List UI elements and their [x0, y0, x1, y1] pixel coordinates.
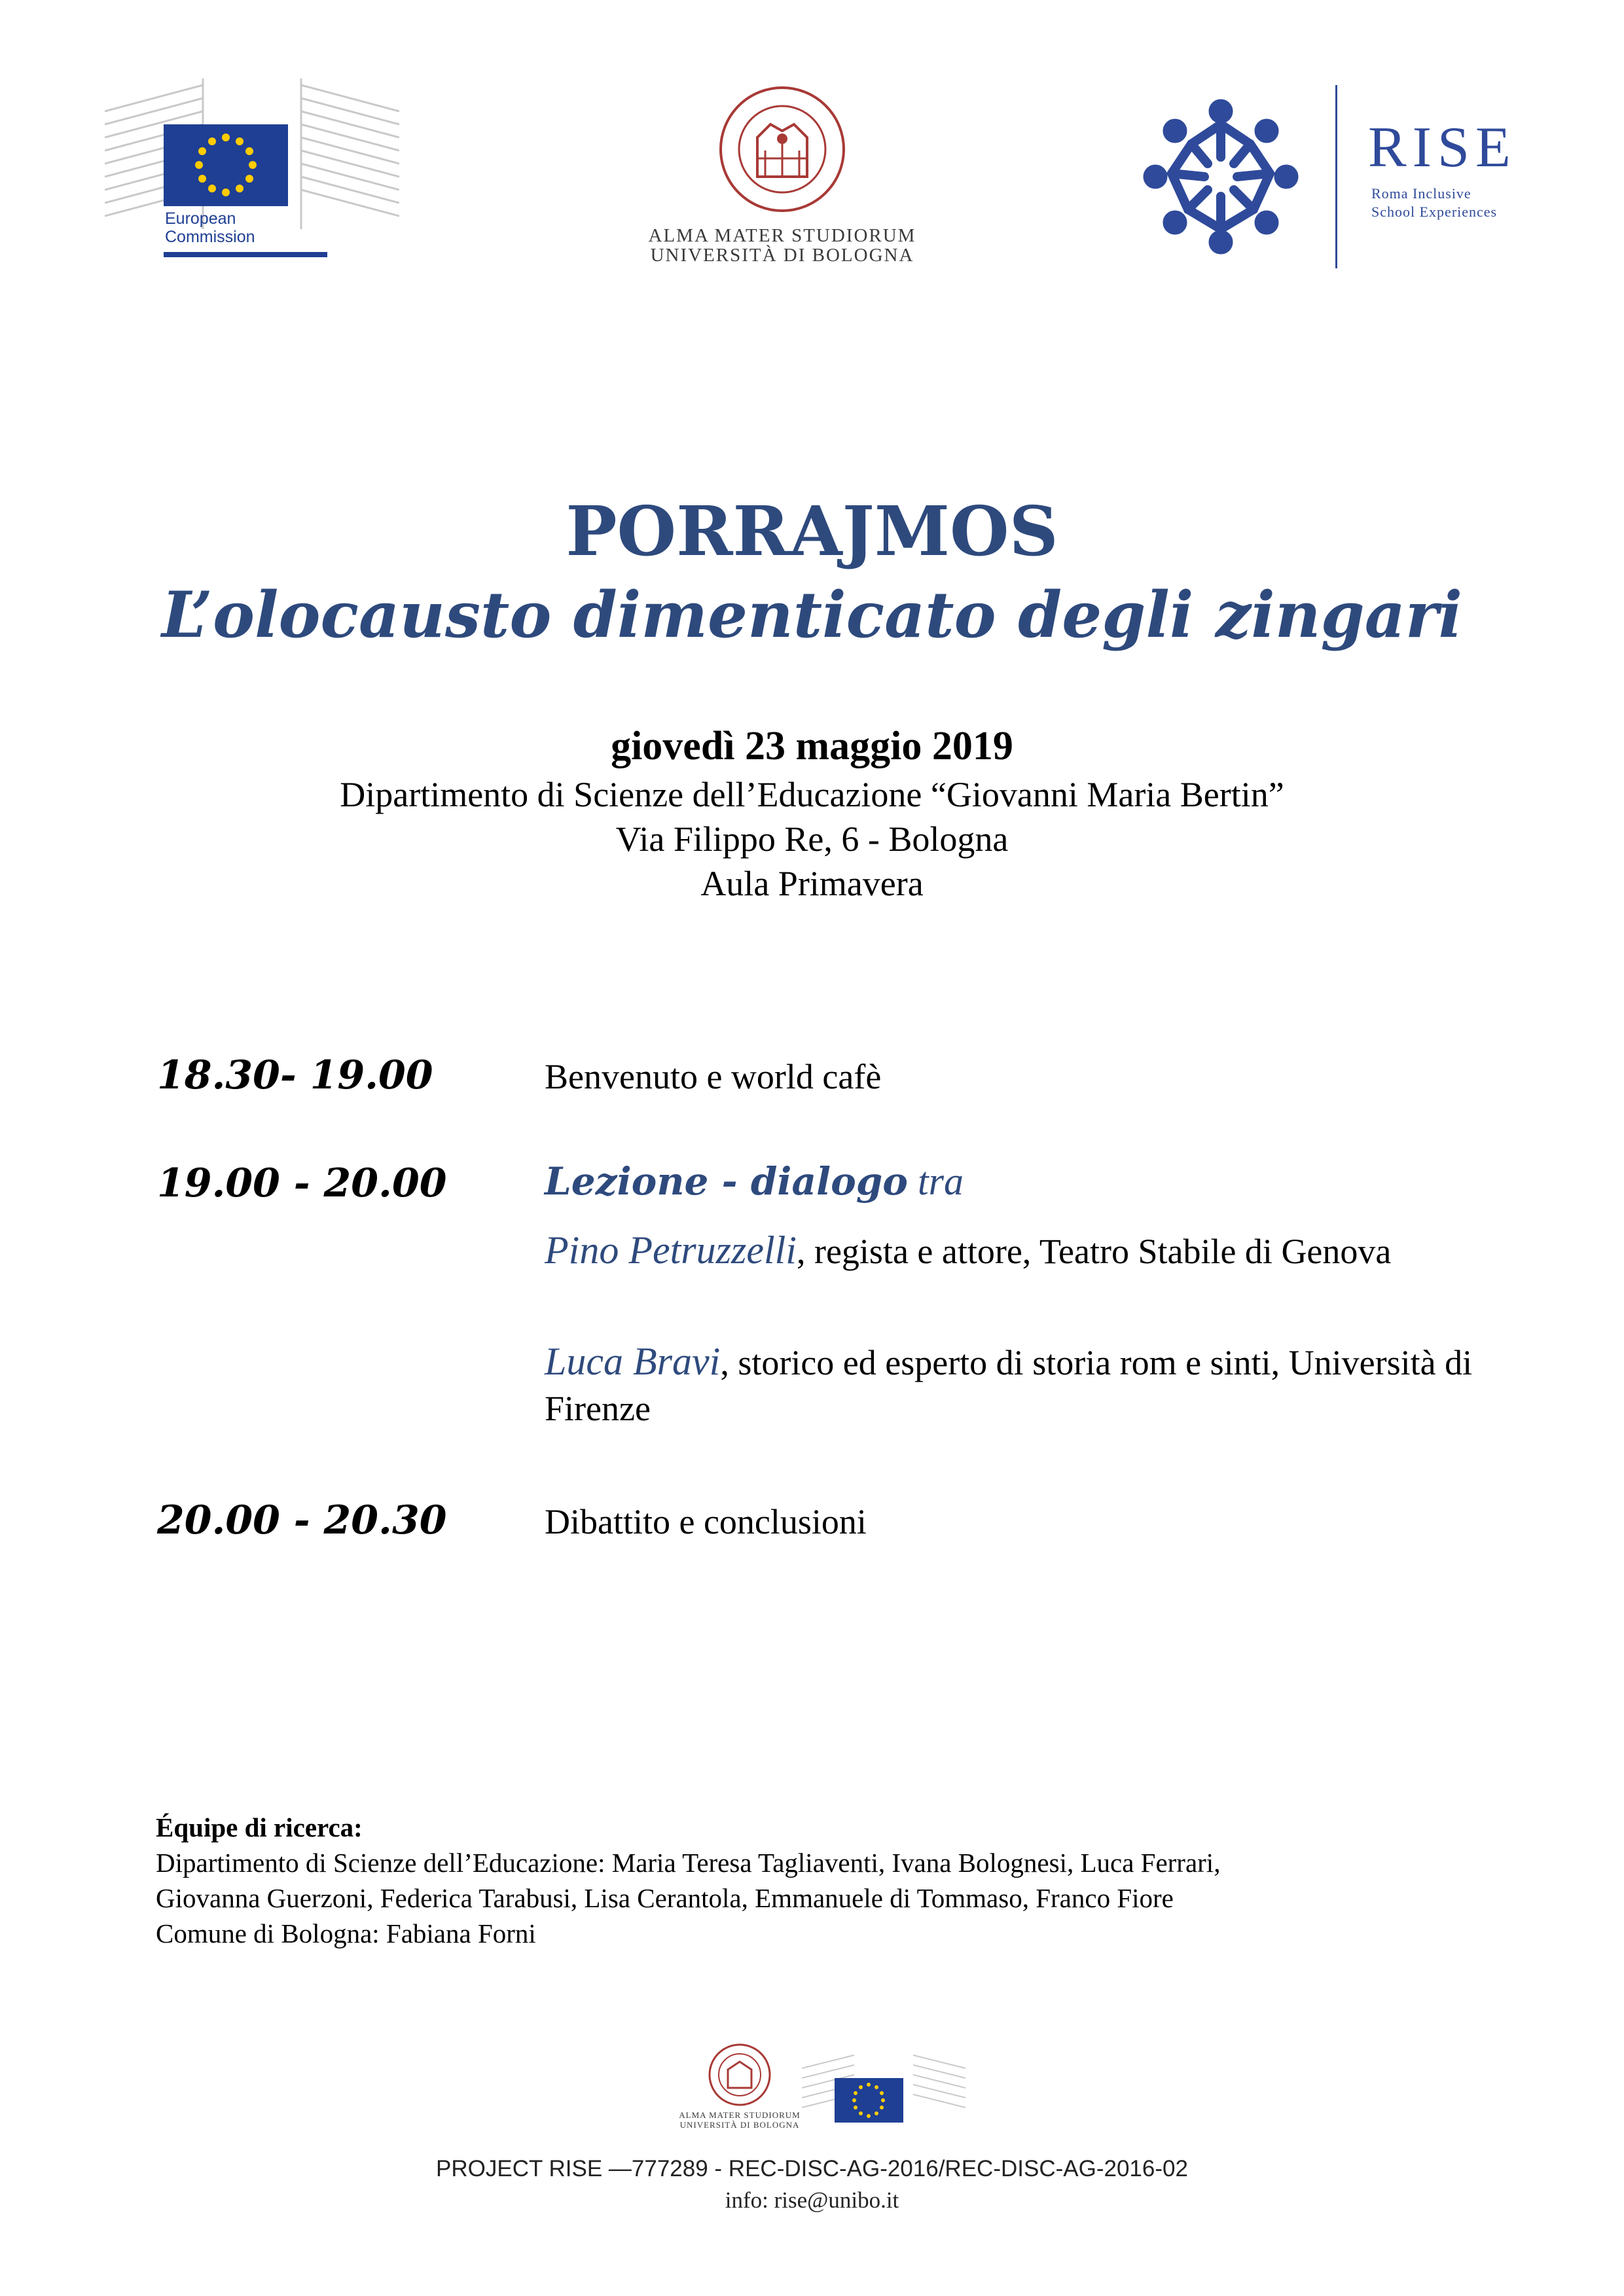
- event-venue: Dipartimento di Scienze dell’Educazione “Giovanni Maria Bertin”: [340, 775, 1284, 814]
- slot1-text: Benvenuto e world cafè: [545, 1057, 882, 1096]
- rise-subtitle-line2: School Experiences: [1371, 204, 1498, 220]
- slot3-text: Dibattito e conclusioni: [545, 1502, 867, 1541]
- speaker1-role: , regista e attore, Teatro Stabile di Genova: [796, 1232, 1392, 1271]
- event-subtitle: L’olocausto dimenticato degli zingari: [162, 578, 1462, 652]
- slot2-heading-bold: Lezione - dialogo: [545, 1159, 908, 1204]
- european-commission-logo: [105, 72, 399, 262]
- children-circle-icon: [1126, 85, 1316, 262]
- footer-unibo-line2: UNIVERSITÀ DI BOLOGNA: [679, 2120, 800, 2130]
- unibo-line2: UNIVERSITÀ DI BOLOGNA: [650, 245, 914, 266]
- speaker2-name: Luca Bravi: [545, 1340, 721, 1383]
- slot3-time: 20.00 - 20.30: [157, 1498, 447, 1543]
- speaker2: [545, 1338, 1474, 1431]
- rise-logo: [1126, 79, 1532, 275]
- team-line1: Dipartimento di Scienze dell’Educazione: Maria Teresa Tagliaventi, Ivana Bolognesi, Luca Ferrari,: [156, 1848, 1221, 1878]
- ec-logo-text-line2: Commission: [165, 228, 255, 246]
- event-date: giovedì 23 maggio 2019: [611, 724, 1013, 768]
- speaker2-role: , storico ed esperto di storia rom e sinti, Università di Firenze: [545, 1343, 1473, 1428]
- slot2-time: 19.00 - 20.00: [157, 1160, 447, 1206]
- rise-wordmark: RISE: [1368, 116, 1517, 179]
- project-reference: PROJECT RISE —777289 - REC-DISC-AG-2016/REC-DISC-AG-2016-02: [436, 2156, 1188, 2181]
- speaker1-name: Pino Petruzzelli: [545, 1229, 797, 1272]
- unibo-seal-small-icon: [707, 2042, 772, 2108]
- rise-divider: [1335, 85, 1337, 268]
- team-line2: Giovanna Guerzoni, Federica Tarabusi, Lisa Cerantola, Emmanuele di Tommaso, Franco Fiore: [156, 1883, 1174, 1913]
- event-address: Via Filippo Re, 6 - Bologna: [615, 819, 1009, 859]
- unibo-seal-icon: [718, 85, 846, 213]
- rise-subtitle-line1: Roma Inclusive: [1371, 185, 1471, 202]
- unibo-logo: [641, 85, 923, 275]
- event-title: PORRAJMOS: [566, 491, 1058, 571]
- team-line3: Comune di Bologna: Fabiana Forni: [156, 1918, 536, 1948]
- event-room: Aula Primavera: [700, 864, 924, 903]
- ec-logo-small-icon: [802, 2049, 965, 2134]
- footer-logos: [668, 2042, 969, 2134]
- contact-email: info: rise@unibo.it: [725, 2187, 899, 2213]
- ec-logo-text-line1: European: [165, 209, 236, 228]
- footer-unibo-line1: ALMA MATER STUDIORUM: [679, 2110, 801, 2120]
- speaker1: [545, 1227, 1474, 1274]
- team-title: Équipe di ricerca:: [156, 1812, 363, 1842]
- slot2-heading-suffix: tra: [908, 1160, 964, 1203]
- slot1-time: 18.30- 19.00: [157, 1052, 433, 1098]
- slot2-heading: [545, 1158, 1474, 1204]
- research-team: [156, 1810, 1498, 1951]
- unibo-line1: ALMA MATER STUDIORUM: [648, 225, 916, 246]
